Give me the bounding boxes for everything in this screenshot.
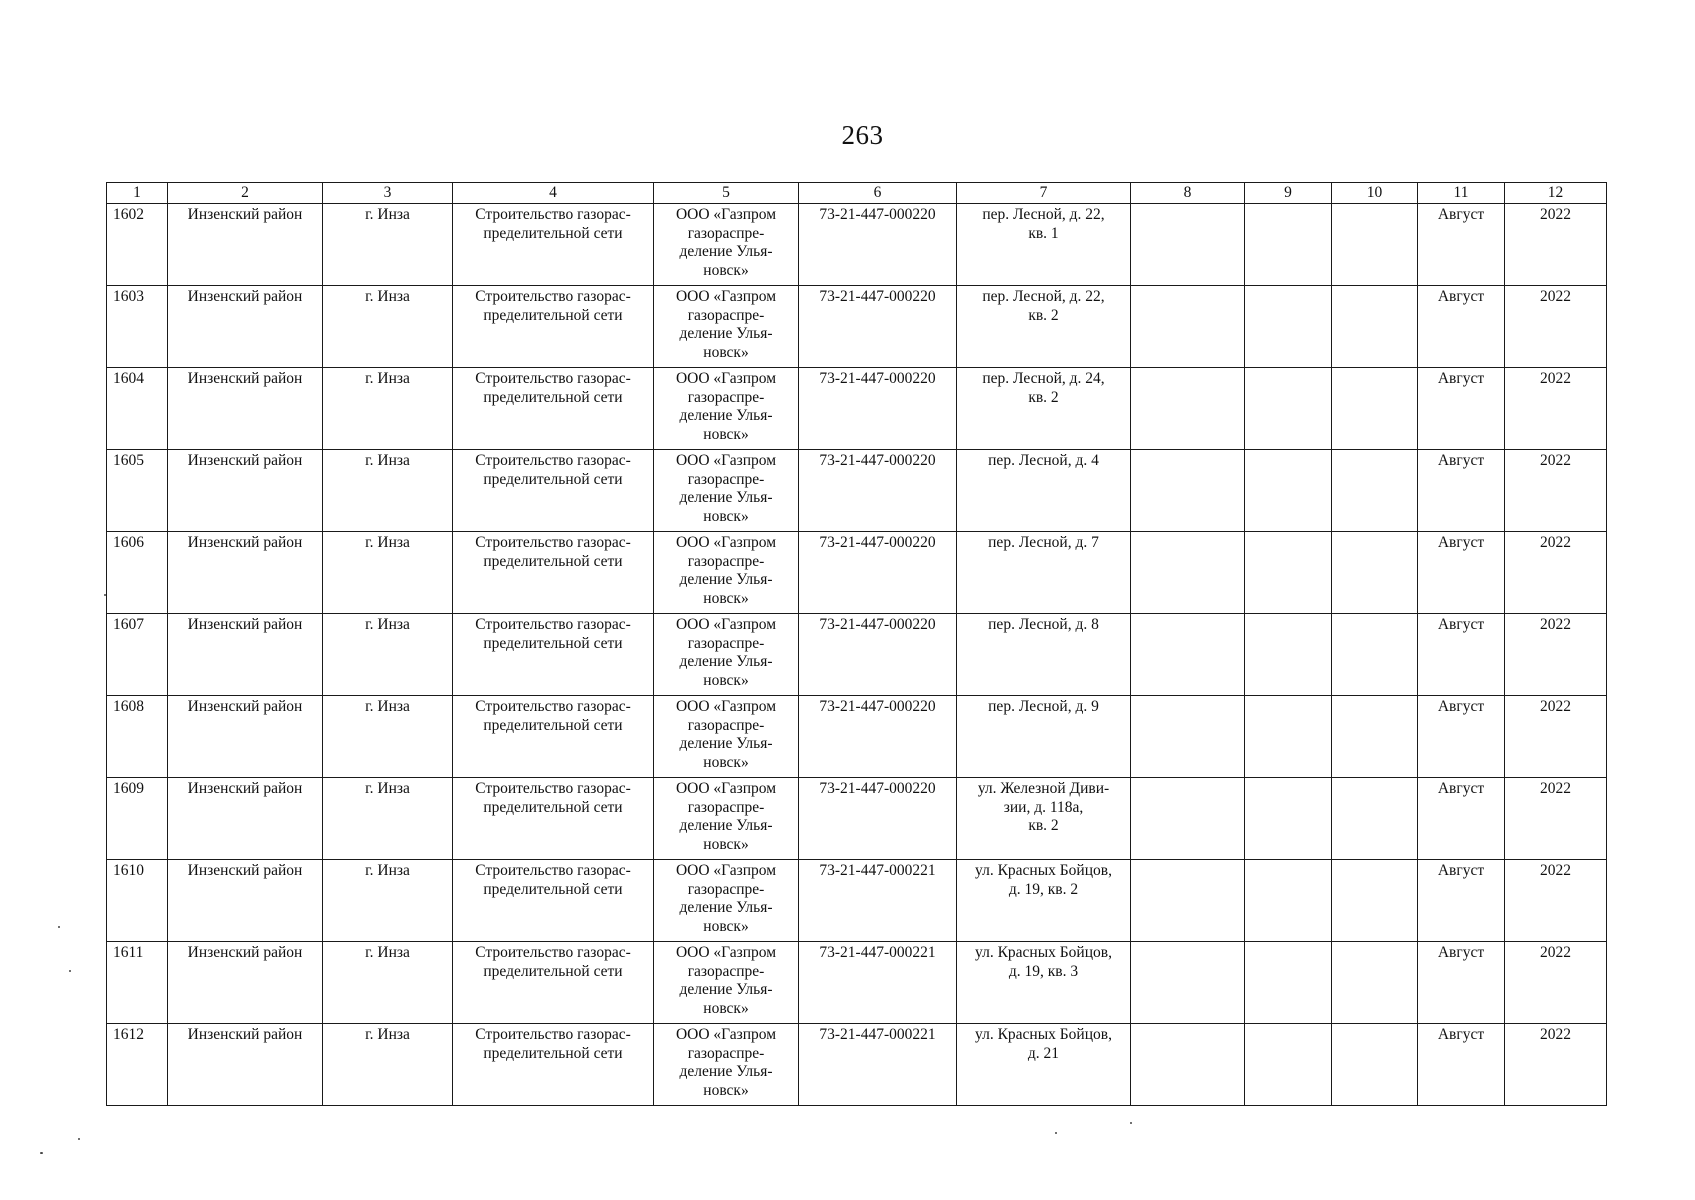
table-cell-col-1: 1612	[107, 1024, 168, 1106]
table-cell-col-2: Инзенский район	[168, 860, 323, 942]
table-cell-col-10	[1332, 614, 1418, 696]
table-cell-col-2: Инзенский район	[168, 450, 323, 532]
table-cell-col-4: Строительство газорас- пределительной сети	[453, 942, 654, 1024]
table-cell-col-1: 1603	[107, 286, 168, 368]
table-cell-col-11: Август	[1418, 1024, 1505, 1106]
table-cell-col-5: ООО «Газпром газораспре- деление Улья- новск»	[654, 286, 799, 368]
table-cell-col-8	[1131, 778, 1245, 860]
table-cell-col-3: г. Инза	[323, 942, 453, 1024]
table-cell-col-9	[1245, 860, 1332, 942]
column-header-1: 1	[107, 183, 168, 204]
column-header-7: 7	[957, 183, 1131, 204]
table-cell-col-3: г. Инза	[323, 368, 453, 450]
table-row	[107, 614, 1607, 696]
table-row	[107, 942, 1607, 1024]
table-cell-col-1: 1605	[107, 450, 168, 532]
table-cell-col-6: 73-21-447-000220	[799, 286, 957, 368]
column-header-10: 10	[1332, 183, 1418, 204]
column-header-3: 3	[323, 183, 453, 204]
table-cell-col-8	[1131, 860, 1245, 942]
table-cell-col-5: ООО «Газпром газораспре- деление Улья- новск»	[654, 860, 799, 942]
table-cell-col-8	[1131, 696, 1245, 778]
table-cell-col-5: ООО «Газпром газораспре- деление Улья- новск»	[654, 696, 799, 778]
table-cell-col-7: пер. Лесной, д. 7	[957, 532, 1131, 614]
table-cell-col-9	[1245, 204, 1332, 286]
table-cell-col-7: пер. Лесной, д. 24, кв. 2	[957, 368, 1131, 450]
table-row	[107, 778, 1607, 860]
table-cell-col-6: 73-21-447-000220	[799, 614, 957, 696]
scan-speck	[69, 970, 71, 972]
table-cell-col-8	[1131, 286, 1245, 368]
table-cell-col-6: 73-21-447-000220	[799, 368, 957, 450]
table-cell-col-5: ООО «Газпром газораспре- деление Улья- новск»	[654, 942, 799, 1024]
column-header-12: 12	[1505, 183, 1607, 204]
header-row	[107, 183, 1607, 204]
table-row	[107, 450, 1607, 532]
table-cell-col-11: Август	[1418, 532, 1505, 614]
table-cell-col-2: Инзенский район	[168, 532, 323, 614]
table-cell-col-6: 73-21-447-000220	[799, 696, 957, 778]
table-cell-col-10	[1332, 204, 1418, 286]
table-cell-col-10	[1332, 778, 1418, 860]
page-number: 263	[841, 120, 884, 150]
table-cell-col-2: Инзенский район	[168, 614, 323, 696]
table-cell-col-10	[1332, 1024, 1418, 1106]
table-cell-col-8	[1131, 450, 1245, 532]
scan-speck	[104, 594, 106, 596]
table-cell-col-6: 73-21-447-000221	[799, 860, 957, 942]
table-cell-col-9	[1245, 532, 1332, 614]
table-cell-col-5: ООО «Газпром газораспре- деление Улья- новск»	[654, 532, 799, 614]
table-cell-col-12: 2022	[1505, 942, 1607, 1024]
table-cell-col-1: 1607	[107, 614, 168, 696]
table-cell-col-2: Инзенский район	[168, 204, 323, 286]
table-cell-col-12: 2022	[1505, 696, 1607, 778]
table-cell-col-10	[1332, 286, 1418, 368]
table-row	[107, 696, 1607, 778]
table-cell-col-4: Строительство газорас- пределительной сети	[453, 778, 654, 860]
table-cell-col-5: ООО «Газпром газораспре- деление Улья- новск»	[654, 450, 799, 532]
table-cell-col-1: 1602	[107, 204, 168, 286]
table-cell-col-9	[1245, 942, 1332, 1024]
table-cell-col-1: 1608	[107, 696, 168, 778]
table-cell-col-10	[1332, 368, 1418, 450]
table-cell-col-2: Инзенский район	[168, 778, 323, 860]
table-cell-col-11: Август	[1418, 860, 1505, 942]
table-cell-col-12: 2022	[1505, 368, 1607, 450]
column-header-8: 8	[1131, 183, 1245, 204]
table-cell-col-11: Август	[1418, 368, 1505, 450]
table-cell-col-3: г. Инза	[323, 614, 453, 696]
table-cell-col-6: 73-21-447-000220	[799, 204, 957, 286]
table-cell-col-3: г. Инза	[323, 778, 453, 860]
table-cell-col-5: ООО «Газпром газораспре- деление Улья- новск»	[654, 368, 799, 450]
table-cell-col-10	[1332, 450, 1418, 532]
table-cell-col-6: 73-21-447-000220	[799, 450, 957, 532]
table-cell-col-5: ООО «Газпром газораспре- деление Улья- новск»	[654, 614, 799, 696]
table-cell-col-12: 2022	[1505, 532, 1607, 614]
scan-speck	[1055, 1132, 1057, 1134]
table-cell-col-10	[1332, 860, 1418, 942]
table-cell-col-1: 1609	[107, 778, 168, 860]
table-cell-col-4: Строительство газорас- пределительной сети	[453, 860, 654, 942]
table-cell-col-3: г. Инза	[323, 532, 453, 614]
table-cell-col-11: Август	[1418, 942, 1505, 1024]
table-cell-col-4: Строительство газорас- пределительной сети	[453, 368, 654, 450]
table-cell-col-4: Строительство газорас- пределительной сети	[453, 204, 654, 286]
table-cell-col-4: Строительство газорас- пределительной сети	[453, 696, 654, 778]
register-table	[106, 182, 1607, 1106]
table-cell-col-11: Август	[1418, 204, 1505, 286]
table-cell-col-9	[1245, 286, 1332, 368]
table-cell-col-7: пер. Лесной, д. 22, кв. 2	[957, 286, 1131, 368]
scan-speck	[1130, 1122, 1132, 1124]
table-row	[107, 1024, 1607, 1106]
table-cell-col-3: г. Инза	[323, 286, 453, 368]
table-cell-col-9	[1245, 450, 1332, 532]
table-cell-col-3: г. Инза	[323, 860, 453, 942]
table-cell-col-4: Строительство газорас- пределительной сети	[453, 450, 654, 532]
table-cell-col-2: Инзенский район	[168, 286, 323, 368]
table-cell-col-9	[1245, 614, 1332, 696]
table-cell-col-8	[1131, 942, 1245, 1024]
table-cell-col-7: ул. Красных Бойцов, д. 19, кв. 3	[957, 942, 1131, 1024]
table-cell-col-11: Август	[1418, 614, 1505, 696]
table-cell-col-12: 2022	[1505, 614, 1607, 696]
table-cell-col-4: Строительство газорас- пределительной сети	[453, 614, 654, 696]
table-cell-col-9	[1245, 696, 1332, 778]
table-cell-col-3: г. Инза	[323, 1024, 453, 1106]
table-cell-col-6: 73-21-447-000220	[799, 778, 957, 860]
table-cell-col-12: 2022	[1505, 450, 1607, 532]
table-cell-col-2: Инзенский район	[168, 368, 323, 450]
table-cell-col-1: 1604	[107, 368, 168, 450]
column-header-11: 11	[1418, 183, 1505, 204]
table-cell-col-10	[1332, 942, 1418, 1024]
table-cell-col-11: Август	[1418, 696, 1505, 778]
table-cell-col-12: 2022	[1505, 204, 1607, 286]
table-cell-col-2: Инзенский район	[168, 696, 323, 778]
table-cell-col-7: пер. Лесной, д. 4	[957, 450, 1131, 532]
table-cell-col-10	[1332, 532, 1418, 614]
scan-speck	[40, 1152, 43, 1154]
table-cell-col-5: ООО «Газпром газораспре- деление Улья- новск»	[654, 204, 799, 286]
table-row	[107, 368, 1607, 450]
table-row	[107, 286, 1607, 368]
scan-speck	[78, 1138, 80, 1140]
column-header-9: 9	[1245, 183, 1332, 204]
table-cell-col-10	[1332, 696, 1418, 778]
table-cell-col-1: 1606	[107, 532, 168, 614]
table-cell-col-3: г. Инза	[323, 450, 453, 532]
table-cell-col-1: 1611	[107, 942, 168, 1024]
table-cell-col-6: 73-21-447-000221	[799, 942, 957, 1024]
table-cell-col-4: Строительство газорас- пределительной сети	[453, 1024, 654, 1106]
table-cell-col-8	[1131, 368, 1245, 450]
table-cell-col-9	[1245, 368, 1332, 450]
table-cell-col-7: пер. Лесной, д. 22, кв. 1	[957, 204, 1131, 286]
table-cell-col-7: ул. Красных Бойцов, д. 21	[957, 1024, 1131, 1106]
table-cell-col-12: 2022	[1505, 778, 1607, 860]
table-cell-col-8	[1131, 532, 1245, 614]
scan-speck	[58, 926, 60, 928]
table-cell-col-12: 2022	[1505, 286, 1607, 368]
table-cell-col-9	[1245, 778, 1332, 860]
table-cell-col-11: Август	[1418, 450, 1505, 532]
table-cell-col-3: г. Инза	[323, 204, 453, 286]
column-header-6: 6	[799, 183, 957, 204]
table-cell-col-7: ул. Железной Диви- зии, д. 118а, кв. 2	[957, 778, 1131, 860]
table-cell-col-7: пер. Лесной, д. 9	[957, 696, 1131, 778]
table-cell-col-4: Строительство газорас- пределительной сети	[453, 286, 654, 368]
table-cell-col-11: Август	[1418, 778, 1505, 860]
table-cell-col-11: Август	[1418, 286, 1505, 368]
table-cell-col-5: ООО «Газпром газораспре- деление Улья- новск»	[654, 778, 799, 860]
column-header-5: 5	[654, 183, 799, 204]
table-cell-col-5: ООО «Газпром газораспре- деление Улья- новск»	[654, 1024, 799, 1106]
column-header-4: 4	[453, 183, 654, 204]
table-cell-col-12: 2022	[1505, 860, 1607, 942]
table-row	[107, 860, 1607, 942]
table-cell-col-12: 2022	[1505, 1024, 1607, 1106]
table-cell-col-9	[1245, 1024, 1332, 1106]
table-cell-col-6: 73-21-447-000220	[799, 532, 957, 614]
table-cell-col-7: ул. Красных Бойцов, д. 19, кв. 2	[957, 860, 1131, 942]
table-cell-col-7: пер. Лесной, д. 8	[957, 614, 1131, 696]
table-cell-col-4: Строительство газорас- пределительной сети	[453, 532, 654, 614]
table-cell-col-2: Инзенский район	[168, 942, 323, 1024]
column-header-2: 2	[168, 183, 323, 204]
table-row	[107, 204, 1607, 286]
table-cell-col-8	[1131, 1024, 1245, 1106]
table-cell-col-1: 1610	[107, 860, 168, 942]
table-cell-col-8	[1131, 614, 1245, 696]
table-row	[107, 532, 1607, 614]
table-cell-col-6: 73-21-447-000221	[799, 1024, 957, 1106]
table-cell-col-2: Инзенский район	[168, 1024, 323, 1106]
table-body	[107, 204, 1607, 1106]
table-header	[107, 183, 1607, 204]
table-cell-col-3: г. Инза	[323, 696, 453, 778]
table-cell-col-8	[1131, 204, 1245, 286]
